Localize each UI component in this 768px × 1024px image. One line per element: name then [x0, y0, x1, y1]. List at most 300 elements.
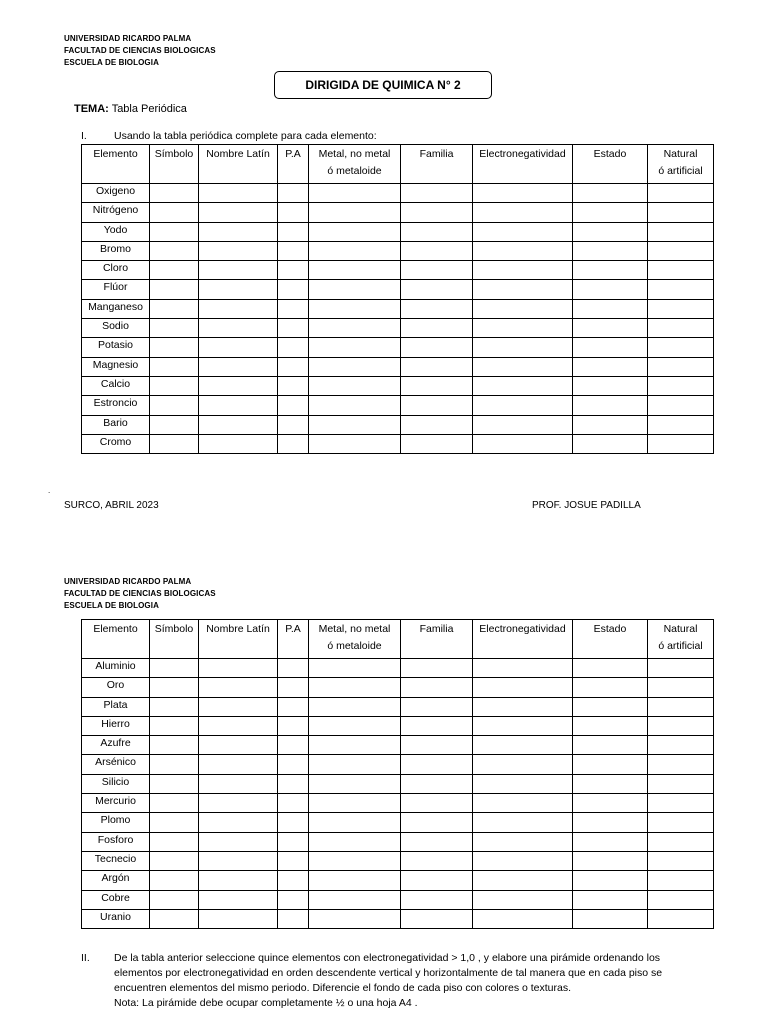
header-simbolo: Símbolo — [150, 620, 199, 659]
blank-answer-cell[interactable] — [473, 851, 573, 870]
blank-answer-cell[interactable] — [401, 851, 473, 870]
blank-answer-cell[interactable] — [648, 851, 714, 870]
blank-answer-cell[interactable] — [199, 184, 278, 203]
blank-answer-cell[interactable] — [573, 832, 648, 851]
blank-answer-cell[interactable] — [150, 261, 199, 280]
blank-answer-cell[interactable] — [150, 851, 199, 870]
blank-answer-cell[interactable] — [309, 338, 401, 357]
blank-answer-cell[interactable] — [573, 357, 648, 376]
blank-answer-cell[interactable] — [401, 261, 473, 280]
header-electronegatividad: Electronegatividad — [473, 620, 573, 659]
blank-answer-cell[interactable] — [401, 736, 473, 755]
blank-answer-cell[interactable] — [473, 396, 573, 415]
blank-answer-cell[interactable] — [278, 774, 309, 793]
blank-answer-cell[interactable] — [473, 434, 573, 453]
blank-answer-cell[interactable] — [309, 794, 401, 813]
blank-answer-cell[interactable] — [473, 299, 573, 318]
header-natural-line1: Natural — [663, 148, 698, 160]
blank-answer-cell[interactable] — [473, 319, 573, 338]
blank-answer-cell[interactable] — [150, 813, 199, 832]
stray-mark: . — [48, 486, 51, 495]
blank-answer-cell[interactable] — [199, 203, 278, 222]
blank-answer-cell[interactable] — [278, 357, 309, 376]
blank-answer-cell[interactable] — [278, 697, 309, 716]
element-name-cell: Plomo — [82, 813, 150, 832]
blank-answer-cell[interactable] — [309, 678, 401, 697]
blank-answer-cell[interactable] — [473, 338, 573, 357]
element-name-cell: Yodo — [82, 222, 150, 241]
element-name-cell: Nitrógeno — [82, 203, 150, 222]
blank-answer-cell[interactable] — [648, 678, 714, 697]
blank-answer-cell[interactable] — [150, 376, 199, 395]
header-metal — [309, 620, 401, 659]
blank-answer-cell[interactable] — [473, 890, 573, 909]
blank-answer-cell[interactable] — [573, 434, 648, 453]
blank-answer-cell[interactable] — [199, 299, 278, 318]
blank-answer-cell[interactable] — [309, 261, 401, 280]
header-nombre-latin: Nombre Latín — [199, 145, 278, 184]
blank-answer-cell[interactable] — [199, 415, 278, 434]
blank-answer-cell[interactable] — [473, 280, 573, 299]
blank-answer-cell[interactable] — [309, 415, 401, 434]
blank-answer-cell[interactable] — [150, 415, 199, 434]
blank-answer-cell[interactable] — [473, 659, 573, 678]
blank-answer-cell[interactable] — [309, 697, 401, 716]
table-row — [82, 774, 714, 793]
blank-answer-cell[interactable] — [573, 755, 648, 774]
blank-answer-cell[interactable] — [150, 659, 199, 678]
blank-answer-cell[interactable] — [199, 755, 278, 774]
element-name-cell: Magnesio — [82, 357, 150, 376]
blank-answer-cell[interactable] — [150, 184, 199, 203]
blank-answer-cell[interactable] — [573, 697, 648, 716]
blank-answer-cell[interactable] — [473, 261, 573, 280]
section-1-text: Usando la tabla periódica complete para cada elemento: — [114, 130, 377, 142]
blank-answer-cell[interactable] — [573, 338, 648, 357]
table-2-header-row — [82, 620, 714, 659]
blank-answer-cell[interactable] — [401, 396, 473, 415]
blank-answer-cell[interactable] — [473, 774, 573, 793]
blank-answer-cell[interactable] — [573, 222, 648, 241]
blank-answer-cell[interactable] — [473, 755, 573, 774]
blank-answer-cell[interactable] — [648, 697, 714, 716]
blank-answer-cell[interactable] — [309, 774, 401, 793]
blank-answer-cell[interactable] — [150, 890, 199, 909]
blank-answer-cell[interactable] — [401, 376, 473, 395]
blank-answer-cell[interactable] — [473, 832, 573, 851]
blank-answer-cell[interactable] — [278, 261, 309, 280]
header-natural — [648, 620, 714, 659]
blank-answer-cell[interactable] — [309, 319, 401, 338]
blank-answer-cell[interactable] — [573, 890, 648, 909]
blank-answer-cell[interactable] — [278, 338, 309, 357]
element-name-cell: Silicio — [82, 774, 150, 793]
blank-answer-cell[interactable] — [648, 241, 714, 260]
blank-answer-cell[interactable] — [573, 736, 648, 755]
blank-answer-cell[interactable] — [309, 755, 401, 774]
blank-answer-cell[interactable] — [278, 184, 309, 203]
blank-answer-cell[interactable] — [278, 659, 309, 678]
blank-answer-cell[interactable] — [199, 357, 278, 376]
element-name-cell: Potasio — [82, 338, 150, 357]
table-row — [82, 659, 714, 678]
blank-answer-cell[interactable] — [573, 909, 648, 928]
element-name-cell: Fosforo — [82, 832, 150, 851]
blank-answer-cell[interactable] — [199, 280, 278, 299]
blank-answer-cell[interactable] — [278, 851, 309, 870]
blank-answer-cell[interactable] — [573, 261, 648, 280]
blank-answer-cell[interactable] — [150, 222, 199, 241]
header-nombre-latin: Nombre Latín — [199, 620, 278, 659]
header-elemento: Elemento — [82, 145, 150, 184]
blank-answer-cell[interactable] — [150, 697, 199, 716]
blank-answer-cell[interactable] — [199, 376, 278, 395]
blank-answer-cell[interactable] — [309, 434, 401, 453]
header-metal-line1: Metal, no metal — [318, 623, 391, 635]
blank-answer-cell[interactable] — [199, 261, 278, 280]
institution-header-2 — [64, 576, 216, 612]
blank-answer-cell[interactable] — [573, 396, 648, 415]
blank-answer-cell[interactable] — [278, 909, 309, 928]
blank-answer-cell[interactable] — [150, 755, 199, 774]
blank-answer-cell[interactable] — [278, 813, 309, 832]
blank-answer-cell[interactable] — [401, 890, 473, 909]
header-pa: P.A — [278, 145, 309, 184]
blank-answer-cell[interactable] — [648, 871, 714, 890]
blank-answer-cell[interactable] — [401, 774, 473, 793]
blank-answer-cell[interactable] — [648, 755, 714, 774]
blank-answer-cell[interactable] — [473, 222, 573, 241]
element-name-cell: Cobre — [82, 890, 150, 909]
blank-answer-cell[interactable] — [648, 909, 714, 928]
blank-answer-cell[interactable] — [573, 280, 648, 299]
blank-answer-cell[interactable] — [150, 396, 199, 415]
blank-answer-cell[interactable] — [648, 659, 714, 678]
header-natural-line2: ó artificial — [658, 165, 703, 177]
blank-answer-cell[interactable] — [278, 319, 309, 338]
blank-answer-cell[interactable] — [473, 203, 573, 222]
blank-answer-cell[interactable] — [573, 415, 648, 434]
table-row — [82, 396, 714, 415]
blank-answer-cell[interactable] — [401, 871, 473, 890]
blank-answer-cell[interactable] — [199, 434, 278, 453]
table-row — [82, 755, 714, 774]
blank-answer-cell[interactable] — [150, 434, 199, 453]
blank-answer-cell[interactable] — [648, 774, 714, 793]
blank-answer-cell[interactable] — [150, 871, 199, 890]
blank-answer-cell[interactable] — [401, 697, 473, 716]
blank-answer-cell[interactable] — [648, 184, 714, 203]
blank-answer-cell[interactable] — [648, 261, 714, 280]
blank-answer-cell[interactable] — [150, 299, 199, 318]
blank-answer-cell[interactable] — [401, 794, 473, 813]
blank-answer-cell[interactable] — [473, 184, 573, 203]
table-row — [82, 376, 714, 395]
element-name-cell: Flúor — [82, 280, 150, 299]
blank-answer-cell[interactable] — [150, 241, 199, 260]
blank-answer-cell[interactable] — [150, 280, 199, 299]
element-name-cell: Oro — [82, 678, 150, 697]
header-natural-line2: ó artificial — [658, 640, 703, 652]
blank-answer-cell[interactable] — [648, 299, 714, 318]
blank-answer-cell[interactable] — [648, 280, 714, 299]
blank-answer-cell[interactable] — [573, 794, 648, 813]
blank-answer-cell[interactable] — [401, 319, 473, 338]
blank-answer-cell[interactable] — [401, 280, 473, 299]
blank-answer-cell[interactable] — [199, 697, 278, 716]
blank-answer-cell[interactable] — [401, 813, 473, 832]
document-title-text: DIRIGIDA DE QUIMICA N° 2 — [305, 78, 461, 92]
blank-answer-cell[interactable] — [309, 871, 401, 890]
blank-answer-cell[interactable] — [309, 222, 401, 241]
blank-answer-cell[interactable] — [309, 659, 401, 678]
blank-answer-cell[interactable] — [150, 716, 199, 735]
table-row — [82, 813, 714, 832]
blank-answer-cell[interactable] — [309, 299, 401, 318]
blank-answer-cell[interactable] — [648, 890, 714, 909]
header-electronegatividad: Electronegatividad — [473, 145, 573, 184]
blank-answer-cell[interactable] — [648, 415, 714, 434]
blank-answer-cell[interactable] — [309, 851, 401, 870]
blank-answer-cell[interactable] — [573, 871, 648, 890]
blank-answer-cell[interactable] — [278, 736, 309, 755]
header-natural-line1: Natural — [663, 623, 698, 635]
blank-answer-cell[interactable] — [573, 184, 648, 203]
blank-answer-cell[interactable] — [648, 222, 714, 241]
blank-answer-cell[interactable] — [648, 434, 714, 453]
blank-answer-cell[interactable] — [150, 319, 199, 338]
blank-answer-cell[interactable] — [199, 241, 278, 260]
blank-answer-cell[interactable] — [648, 203, 714, 222]
blank-answer-cell[interactable] — [401, 755, 473, 774]
blank-answer-cell[interactable] — [648, 794, 714, 813]
blank-answer-cell[interactable] — [573, 813, 648, 832]
blank-answer-cell[interactable] — [648, 716, 714, 735]
blank-answer-cell[interactable] — [648, 813, 714, 832]
blank-answer-cell[interactable] — [199, 716, 278, 735]
blank-answer-cell[interactable] — [648, 376, 714, 395]
blank-answer-cell[interactable] — [199, 736, 278, 755]
blank-answer-cell[interactable] — [150, 774, 199, 793]
blank-answer-cell[interactable] — [150, 909, 199, 928]
element-name-cell: Sodio — [82, 319, 150, 338]
blank-answer-cell[interactable] — [401, 241, 473, 260]
element-name-cell: Aluminio — [82, 659, 150, 678]
professor-name: PROF. JOSUE PADILLA — [532, 500, 641, 511]
blank-answer-cell[interactable] — [473, 357, 573, 376]
blank-answer-cell[interactable] — [278, 376, 309, 395]
blank-answer-cell[interactable] — [199, 813, 278, 832]
blank-answer-cell[interactable] — [309, 280, 401, 299]
section-2-numeral: II. — [81, 952, 90, 964]
blank-answer-cell[interactable] — [573, 319, 648, 338]
blank-answer-cell[interactable] — [199, 678, 278, 697]
blank-answer-cell[interactable] — [573, 376, 648, 395]
blank-answer-cell[interactable] — [150, 832, 199, 851]
blank-answer-cell[interactable] — [573, 774, 648, 793]
blank-answer-cell[interactable] — [573, 203, 648, 222]
blank-answer-cell[interactable] — [278, 222, 309, 241]
element-table-1 — [81, 144, 714, 454]
section-2-text — [114, 951, 724, 1011]
blank-answer-cell[interactable] — [473, 794, 573, 813]
element-name-cell: Bromo — [82, 241, 150, 260]
table-row — [82, 736, 714, 755]
element-name-cell: Estroncio — [82, 396, 150, 415]
blank-answer-cell[interactable] — [278, 299, 309, 318]
blank-answer-cell[interactable] — [278, 832, 309, 851]
table-row — [82, 890, 714, 909]
section-1-instruction — [81, 130, 681, 144]
blank-answer-cell[interactable] — [648, 357, 714, 376]
blank-answer-cell[interactable] — [309, 890, 401, 909]
blank-answer-cell[interactable] — [278, 794, 309, 813]
blank-answer-cell[interactable] — [401, 434, 473, 453]
blank-answer-cell[interactable] — [199, 794, 278, 813]
blank-answer-cell[interactable] — [401, 184, 473, 203]
document-title — [274, 71, 492, 99]
blank-answer-cell[interactable] — [199, 319, 278, 338]
blank-answer-cell[interactable] — [278, 890, 309, 909]
element-name-cell: Calcio — [82, 376, 150, 395]
blank-answer-cell[interactable] — [199, 338, 278, 357]
blank-answer-cell[interactable] — [473, 241, 573, 260]
blank-answer-cell[interactable] — [401, 909, 473, 928]
table-row — [82, 415, 714, 434]
table-row — [82, 871, 714, 890]
blank-answer-cell[interactable] — [573, 851, 648, 870]
blank-answer-cell[interactable] — [150, 794, 199, 813]
blank-answer-cell[interactable] — [648, 832, 714, 851]
table-row — [82, 261, 714, 280]
blank-answer-cell[interactable] — [573, 716, 648, 735]
blank-answer-cell[interactable] — [150, 203, 199, 222]
blank-answer-cell[interactable] — [401, 222, 473, 241]
section-2-line: Nota: La pirámide debe ocupar completamente ½ o una hoja A4 . — [114, 997, 418, 1009]
blank-answer-cell[interactable] — [401, 338, 473, 357]
blank-answer-cell[interactable] — [648, 396, 714, 415]
blank-answer-cell[interactable] — [473, 813, 573, 832]
blank-answer-cell[interactable] — [199, 659, 278, 678]
blank-answer-cell[interactable] — [473, 697, 573, 716]
element-name-cell: Tecnecio — [82, 851, 150, 870]
element-name-cell: Azufre — [82, 736, 150, 755]
header-simbolo: Símbolo — [150, 145, 199, 184]
blank-answer-cell[interactable] — [309, 241, 401, 260]
blank-answer-cell[interactable] — [401, 678, 473, 697]
table-row — [82, 794, 714, 813]
blank-answer-cell[interactable] — [199, 909, 278, 928]
header-elemento: Elemento — [82, 620, 150, 659]
table-row — [82, 319, 714, 338]
blank-answer-cell[interactable] — [573, 678, 648, 697]
blank-answer-cell[interactable] — [150, 357, 199, 376]
blank-answer-cell[interactable] — [473, 415, 573, 434]
blank-answer-cell[interactable] — [199, 871, 278, 890]
blank-answer-cell[interactable] — [473, 678, 573, 697]
blank-answer-cell[interactable] — [199, 851, 278, 870]
blank-answer-cell[interactable] — [648, 319, 714, 338]
blank-answer-cell[interactable] — [473, 716, 573, 735]
blank-answer-cell[interactable] — [309, 376, 401, 395]
blank-answer-cell[interactable] — [278, 203, 309, 222]
blank-answer-cell[interactable] — [473, 376, 573, 395]
blank-answer-cell[interactable] — [473, 871, 573, 890]
blank-answer-cell[interactable] — [309, 832, 401, 851]
section-2-line: De la tabla anterior seleccione quince elementos con electronegatividad > 1,0 , y elabore una pirámide ordenando los — [114, 952, 661, 964]
blank-answer-cell[interactable] — [199, 890, 278, 909]
blank-answer-cell[interactable] — [648, 736, 714, 755]
blank-answer-cell[interactable] — [278, 280, 309, 299]
blank-answer-cell[interactable] — [401, 203, 473, 222]
school-name: ESCUELA DE BIOLOGIA — [64, 601, 159, 610]
blank-answer-cell[interactable] — [150, 678, 199, 697]
blank-answer-cell[interactable] — [278, 396, 309, 415]
blank-answer-cell[interactable] — [278, 755, 309, 774]
element-name-cell: Cloro — [82, 261, 150, 280]
header-familia: Familia — [401, 145, 473, 184]
table-row — [82, 909, 714, 928]
element-name-cell: Argón — [82, 871, 150, 890]
blank-answer-cell[interactable] — [401, 415, 473, 434]
blank-answer-cell[interactable] — [648, 338, 714, 357]
blank-answer-cell[interactable] — [309, 909, 401, 928]
blank-answer-cell[interactable] — [309, 396, 401, 415]
blank-answer-cell[interactable] — [199, 222, 278, 241]
blank-answer-cell[interactable] — [278, 678, 309, 697]
header-metal — [309, 145, 401, 184]
table-row — [82, 184, 714, 203]
blank-answer-cell[interactable] — [401, 357, 473, 376]
school-name: ESCUELA DE BIOLOGIA — [64, 58, 159, 67]
blank-answer-cell[interactable] — [401, 659, 473, 678]
header-metal-line2: ó metaloide — [327, 640, 382, 652]
blank-answer-cell[interactable] — [278, 716, 309, 735]
element-name-cell: Mercurio — [82, 794, 150, 813]
blank-answer-cell[interactable] — [401, 299, 473, 318]
blank-answer-cell[interactable] — [309, 736, 401, 755]
blank-answer-cell[interactable] — [278, 871, 309, 890]
header-metal-line1: Metal, no metal — [318, 148, 391, 160]
blank-answer-cell[interactable] — [309, 203, 401, 222]
blank-answer-cell[interactable] — [573, 299, 648, 318]
blank-answer-cell[interactable] — [278, 434, 309, 453]
element-name-cell: Uranio — [82, 909, 150, 928]
blank-answer-cell[interactable] — [309, 716, 401, 735]
blank-answer-cell[interactable] — [473, 736, 573, 755]
blank-answer-cell[interactable] — [150, 338, 199, 357]
blank-answer-cell[interactable] — [401, 716, 473, 735]
blank-answer-cell[interactable] — [150, 736, 199, 755]
blank-answer-cell[interactable] — [199, 832, 278, 851]
blank-answer-cell[interactable] — [473, 909, 573, 928]
blank-answer-cell[interactable] — [278, 241, 309, 260]
table-row — [82, 203, 714, 222]
blank-answer-cell[interactable] — [309, 184, 401, 203]
header-estado: Estado — [573, 620, 648, 659]
blank-answer-cell[interactable] — [309, 813, 401, 832]
blank-answer-cell[interactable] — [199, 774, 278, 793]
blank-answer-cell[interactable] — [573, 659, 648, 678]
element-name-cell: Oxigeno — [82, 184, 150, 203]
blank-answer-cell[interactable] — [278, 415, 309, 434]
blank-answer-cell[interactable] — [199, 396, 278, 415]
blank-answer-cell[interactable] — [309, 357, 401, 376]
blank-answer-cell[interactable] — [573, 241, 648, 260]
blank-answer-cell[interactable] — [401, 832, 473, 851]
table-row — [82, 338, 714, 357]
header-pa: P.A — [278, 620, 309, 659]
